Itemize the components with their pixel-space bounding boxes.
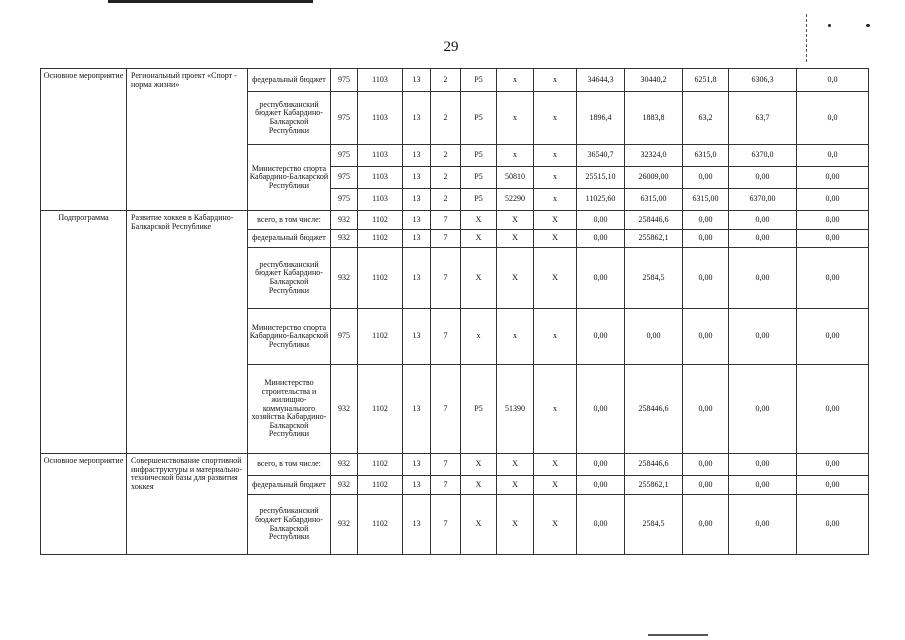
value-cell: 6315,0	[683, 145, 729, 167]
code-cell: Х	[497, 495, 534, 555]
code-cell: 7	[431, 365, 461, 454]
value-cell: 63,7	[729, 92, 797, 145]
code-cell: 932	[331, 495, 358, 555]
code-cell: 13	[403, 365, 431, 454]
code-cell: 975	[331, 167, 358, 189]
code-cell: Х	[497, 248, 534, 309]
code-cell: Х	[534, 211, 577, 230]
value-cell: 0,00	[683, 495, 729, 555]
code-cell: 7	[431, 211, 461, 230]
source-cell: Министерство спорта Кабардино-Балкарской Республики	[248, 309, 331, 365]
code-cell: Р5	[461, 167, 497, 189]
code-cell: Х	[461, 476, 497, 495]
code-cell: 1102	[358, 230, 403, 248]
code-cell: 52290	[497, 189, 534, 211]
code-cell: 975	[331, 189, 358, 211]
value-cell: 2584,5	[625, 248, 683, 309]
value-cell: 255862,1	[625, 230, 683, 248]
code-cell: 932	[331, 476, 358, 495]
value-cell: 0,00	[797, 230, 869, 248]
value-cell: 0,00	[683, 454, 729, 476]
code-cell: 1102	[358, 248, 403, 309]
value-cell: 63,2	[683, 92, 729, 145]
source-cell: всего, в том числе:	[248, 454, 331, 476]
value-cell: 0,00	[797, 248, 869, 309]
source-cell: республиканский бюджет Кабардино-Балкарской Республики	[248, 248, 331, 309]
code-cell: 1102	[358, 454, 403, 476]
source-cell: Министерство строительства и жилищно-коммунального хозяйства Кабардино-Балкарской Республики	[248, 365, 331, 454]
code-cell: Х	[461, 454, 497, 476]
value-cell: 2584,5	[625, 495, 683, 555]
code-cell: 932	[331, 211, 358, 230]
code-cell: х	[534, 92, 577, 145]
value-cell: 0,00	[729, 365, 797, 454]
value-cell: 32324,0	[625, 145, 683, 167]
code-cell: Р5	[461, 69, 497, 92]
code-cell: 7	[431, 248, 461, 309]
value-cell: 6306,3	[729, 69, 797, 92]
code-cell: 7	[431, 230, 461, 248]
code-cell: 1102	[358, 211, 403, 230]
value-cell: 0,00	[577, 230, 625, 248]
value-cell: 0,00	[729, 211, 797, 230]
value-cell: 0,00	[683, 230, 729, 248]
source-cell: республиканский бюджет Кабардино-Балкарской Республики	[248, 495, 331, 555]
code-cell: 932	[331, 248, 358, 309]
value-cell: 0,00	[683, 309, 729, 365]
code-cell: х	[534, 309, 577, 365]
code-cell: х	[534, 365, 577, 454]
code-cell: 13	[403, 92, 431, 145]
code-cell: Х	[497, 476, 534, 495]
code-cell: 1103	[358, 69, 403, 92]
budget-table	[40, 68, 869, 555]
event-name-cell: Совершенствование спортивной инфраструктуры и материально-технической базы для развития хоккея	[127, 454, 248, 555]
value-cell: 0,00	[577, 211, 625, 230]
value-cell: 0,00	[797, 495, 869, 555]
value-cell: 30440,2	[625, 69, 683, 92]
value-cell: 0,00	[683, 248, 729, 309]
value-cell: 0,00	[577, 248, 625, 309]
table-row	[41, 69, 869, 92]
code-cell: 1102	[358, 476, 403, 495]
value-cell: 0,00	[683, 211, 729, 230]
value-cell: 0,00	[625, 309, 683, 365]
value-cell: 0,00	[729, 495, 797, 555]
code-cell: Х	[534, 495, 577, 555]
code-cell: Х	[497, 454, 534, 476]
source-cell: всего, в том числе:	[248, 211, 331, 230]
source-cell: федеральный бюджет	[248, 230, 331, 248]
value-cell: 0,00	[797, 167, 869, 189]
event-name-cell: Региональный проект «Спорт - норма жизни»	[127, 69, 248, 211]
value-cell: 0,0	[797, 69, 869, 92]
code-cell: х	[534, 145, 577, 167]
code-cell: 7	[431, 495, 461, 555]
code-cell: 13	[403, 454, 431, 476]
code-cell: 2	[431, 145, 461, 167]
code-cell: Х	[461, 211, 497, 230]
top-edge-mark	[108, 0, 313, 3]
code-cell: 975	[331, 309, 358, 365]
value-cell: 25515,10	[577, 167, 625, 189]
value-cell: 0,00	[729, 167, 797, 189]
code-cell: 13	[403, 69, 431, 92]
value-cell: 26009,00	[625, 167, 683, 189]
code-cell: 13	[403, 309, 431, 365]
code-cell: 975	[331, 145, 358, 167]
code-cell: 932	[331, 454, 358, 476]
code-cell: 1103	[358, 145, 403, 167]
code-cell: Х	[497, 211, 534, 230]
source-cell: Министерство спорта Кабардино-Балкарской Республики	[248, 145, 331, 211]
source-cell: федеральный бюджет	[248, 476, 331, 495]
code-cell: х	[534, 167, 577, 189]
margin-fold-line	[806, 14, 807, 62]
code-cell: х	[534, 69, 577, 92]
value-cell: 258446,6	[625, 211, 683, 230]
code-cell: Р5	[461, 189, 497, 211]
value-cell: 0,00	[729, 230, 797, 248]
code-cell: 1102	[358, 495, 403, 555]
code-cell: 932	[331, 365, 358, 454]
page-number: 29	[443, 39, 459, 55]
code-cell: 7	[431, 309, 461, 365]
event-type-cell: Подпрограмма	[41, 211, 127, 454]
code-cell: Х	[534, 248, 577, 309]
event-name-cell: Развитие хоккея в Кабардино-Балкарской Республике	[127, 211, 248, 454]
code-cell: 50810	[497, 167, 534, 189]
code-cell: 1102	[358, 365, 403, 454]
code-cell: 1103	[358, 189, 403, 211]
value-cell: 0,00	[729, 454, 797, 476]
code-cell: Х	[534, 476, 577, 495]
value-cell: 0,00	[577, 476, 625, 495]
value-cell: 6315,00	[625, 189, 683, 211]
value-cell: 0,00	[797, 211, 869, 230]
value-cell: 0,00	[797, 189, 869, 211]
value-cell: 0,00	[797, 476, 869, 495]
value-cell: 0,00	[683, 476, 729, 495]
table-row	[41, 454, 869, 476]
code-cell: х	[497, 309, 534, 365]
code-cell: 1103	[358, 167, 403, 189]
value-cell: 1896,4	[577, 92, 625, 145]
code-cell: 2	[431, 167, 461, 189]
code-cell: 975	[331, 69, 358, 92]
value-cell: 0,00	[797, 309, 869, 365]
code-cell: 13	[403, 167, 431, 189]
value-cell: 258446,6	[625, 365, 683, 454]
source-cell: республиканский бюджет Кабардино-Балкарской Республики	[248, 92, 331, 145]
value-cell: 0,0	[797, 145, 869, 167]
code-cell: Х	[461, 248, 497, 309]
value-cell: 0,00	[577, 454, 625, 476]
value-cell: 0,00	[797, 365, 869, 454]
value-cell: 0,00	[729, 248, 797, 309]
table-row	[41, 211, 869, 230]
value-cell: 1883,8	[625, 92, 683, 145]
code-cell: 13	[403, 230, 431, 248]
value-cell: 0,00	[729, 476, 797, 495]
code-cell: х	[497, 92, 534, 145]
bottom-edge-mark	[648, 634, 708, 636]
value-cell: 0,00	[683, 365, 729, 454]
value-cell: 11025,60	[577, 189, 625, 211]
value-cell: 0,00	[797, 454, 869, 476]
code-cell: 13	[403, 145, 431, 167]
code-cell: 2	[431, 92, 461, 145]
code-cell: 13	[403, 211, 431, 230]
code-cell: 7	[431, 476, 461, 495]
code-cell: 1102	[358, 309, 403, 365]
code-cell: 7	[431, 454, 461, 476]
value-cell: 6315,00	[683, 189, 729, 211]
code-cell: Х	[534, 230, 577, 248]
code-cell: 51390	[497, 365, 534, 454]
code-cell: х	[534, 189, 577, 211]
code-cell: х	[497, 145, 534, 167]
value-cell: 0,00	[729, 309, 797, 365]
code-cell: Р5	[461, 92, 497, 145]
source-cell: федеральный бюджет	[248, 69, 331, 92]
value-cell: 0,00	[577, 365, 625, 454]
value-cell: 6370,00	[729, 189, 797, 211]
code-cell: Х	[461, 495, 497, 555]
code-cell: 2	[431, 69, 461, 92]
value-cell: 0,00	[577, 495, 625, 555]
code-cell: х	[497, 69, 534, 92]
value-cell: 0,00	[683, 167, 729, 189]
value-cell: 34644,3	[577, 69, 625, 92]
code-cell: 1103	[358, 92, 403, 145]
code-cell: Х	[534, 454, 577, 476]
code-cell: Х	[461, 230, 497, 248]
code-cell: 975	[331, 92, 358, 145]
scan-speck	[866, 24, 870, 27]
code-cell: 932	[331, 230, 358, 248]
code-cell: Р5	[461, 145, 497, 167]
code-cell: 13	[403, 476, 431, 495]
scan-speck	[828, 24, 831, 27]
value-cell: 0,00	[577, 309, 625, 365]
value-cell: 0,0	[797, 92, 869, 145]
value-cell: 6251,8	[683, 69, 729, 92]
code-cell: Р5	[461, 365, 497, 454]
value-cell: 36540,7	[577, 145, 625, 167]
code-cell: Х	[497, 230, 534, 248]
code-cell: 2	[431, 189, 461, 211]
code-cell: 13	[403, 495, 431, 555]
event-type-cell: Основное мероприятие	[41, 69, 127, 211]
event-type-cell: Основное мероприятие	[41, 454, 127, 555]
value-cell: 255862,1	[625, 476, 683, 495]
value-cell: 258446,6	[625, 454, 683, 476]
value-cell: 6370,0	[729, 145, 797, 167]
code-cell: 13	[403, 189, 431, 211]
code-cell: 13	[403, 248, 431, 309]
code-cell: х	[461, 309, 497, 365]
